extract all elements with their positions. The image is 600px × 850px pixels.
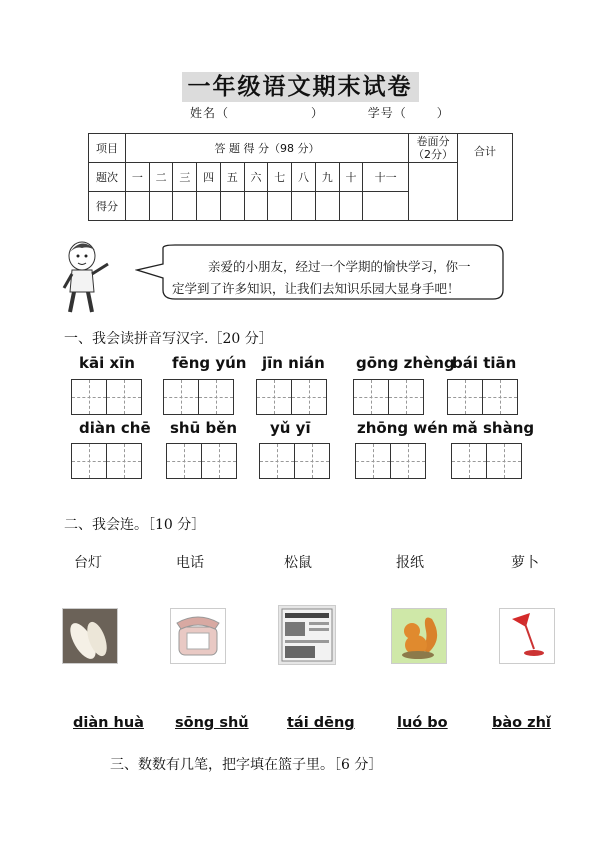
bubble-text: 亲爱的小朋友，经过一个学期的愉快学习，你一 定学到了许多知识，让我们去知识乐园大显身手吧！ xyxy=(172,259,471,296)
writing-grid-5[interactable] xyxy=(447,379,518,415)
writing-grid-9[interactable] xyxy=(355,443,426,479)
writing-grid-10[interactable] xyxy=(451,443,522,479)
total-header: 合计 xyxy=(458,134,513,221)
writing-grid-3[interactable] xyxy=(256,379,327,415)
score-table xyxy=(88,133,513,221)
question-number-cell: 一 xyxy=(126,163,150,192)
squirrel-picture[interactable] xyxy=(391,608,447,664)
score-cell[interactable] xyxy=(339,192,363,221)
question-number-cell: 七 xyxy=(268,163,292,192)
score-cell[interactable] xyxy=(292,192,316,221)
score-cell[interactable] xyxy=(197,192,221,221)
pinyin-answer-4[interactable]: luó bo xyxy=(397,715,448,731)
question-number-cell: 十一 xyxy=(363,163,409,192)
pinyin-answer-5[interactable]: bào zhǐ xyxy=(492,715,551,731)
neatness-header: 卷面分 （2分） xyxy=(409,134,458,163)
section3-heading: 三、数数有几笔，把字填在篮子里。［6 分］ xyxy=(110,757,383,773)
score-cell[interactable] xyxy=(173,192,197,221)
question-number-cell: 九 xyxy=(315,163,339,192)
pinyin-answer-1[interactable]: diàn huà xyxy=(73,715,144,731)
writing-grid-4[interactable] xyxy=(353,379,424,415)
section2-heading: 二、我会连。［10 分］ xyxy=(64,517,206,533)
writing-grid-8[interactable] xyxy=(259,443,330,479)
writing-grid-2[interactable] xyxy=(163,379,234,415)
pinyin-6: diàn chē xyxy=(79,419,151,437)
question-number-cell: 八 xyxy=(292,163,316,192)
radish-picture[interactable] xyxy=(62,608,118,664)
question-number-cell: 四 xyxy=(197,163,221,192)
score-cell[interactable] xyxy=(268,192,292,221)
pinyin-answer-2[interactable]: sōng shǔ xyxy=(175,715,249,731)
pinyin-answer-3[interactable]: tái dēng xyxy=(287,715,355,731)
word-2[interactable]: 电话 xyxy=(176,555,204,571)
score-row-label: 得分 xyxy=(89,192,126,221)
page-title: 一年级语文期末试卷 xyxy=(0,68,600,101)
writing-grid-7[interactable] xyxy=(166,443,237,479)
word-1[interactable]: 台灯 xyxy=(74,555,102,571)
score-cell[interactable] xyxy=(126,192,150,221)
word-4[interactable]: 报纸 xyxy=(396,555,424,571)
question-number-cell: 三 xyxy=(173,163,197,192)
pinyin-8: yǔ yī xyxy=(270,419,311,437)
writing-grid-1[interactable] xyxy=(71,379,142,415)
name-id-line: 姓名（ ） 学号（ ） xyxy=(190,106,450,120)
score-cell[interactable] xyxy=(220,192,244,221)
telephone-picture[interactable] xyxy=(170,608,226,664)
pinyin-2: fēng yún xyxy=(172,354,247,372)
score-cell[interactable] xyxy=(315,192,339,221)
question-number-cell: 十 xyxy=(339,163,363,192)
answer-score-header: 答 题 得 分（98 分） xyxy=(126,134,409,163)
question-number-cell: 二 xyxy=(149,163,173,192)
neatness-score-cell[interactable] xyxy=(409,163,458,221)
question-number-cell: 六 xyxy=(244,163,268,192)
pinyin-4: gōng zhèng xyxy=(356,354,455,372)
pinyin-5: bái tiān xyxy=(452,354,517,372)
pinyin-7: shū běn xyxy=(170,419,238,437)
score-cell[interactable] xyxy=(149,192,173,221)
newspaper-picture[interactable] xyxy=(278,605,336,665)
word-3[interactable]: 松鼠 xyxy=(284,555,312,571)
question-number-cell: 五 xyxy=(220,163,244,192)
pinyin-10: mǎ shàng xyxy=(452,419,535,437)
section1-heading: 一、我会读拼音写汉字.［20 分］ xyxy=(64,331,273,347)
score-cell[interactable] xyxy=(244,192,268,221)
boy-cartoon xyxy=(58,238,120,318)
score-cell[interactable] xyxy=(363,192,409,221)
item-header: 项目 xyxy=(89,134,126,163)
word-5[interactable]: 萝卜 xyxy=(511,555,539,571)
question-order-label: 题次 xyxy=(89,163,126,192)
pinyin-1: kāi xīn xyxy=(79,354,135,372)
pinyin-3: jīn nián xyxy=(262,354,325,372)
writing-grid-6[interactable] xyxy=(71,443,142,479)
desk-lamp-picture[interactable] xyxy=(499,608,555,664)
pinyin-9: zhōng wén xyxy=(357,419,449,437)
